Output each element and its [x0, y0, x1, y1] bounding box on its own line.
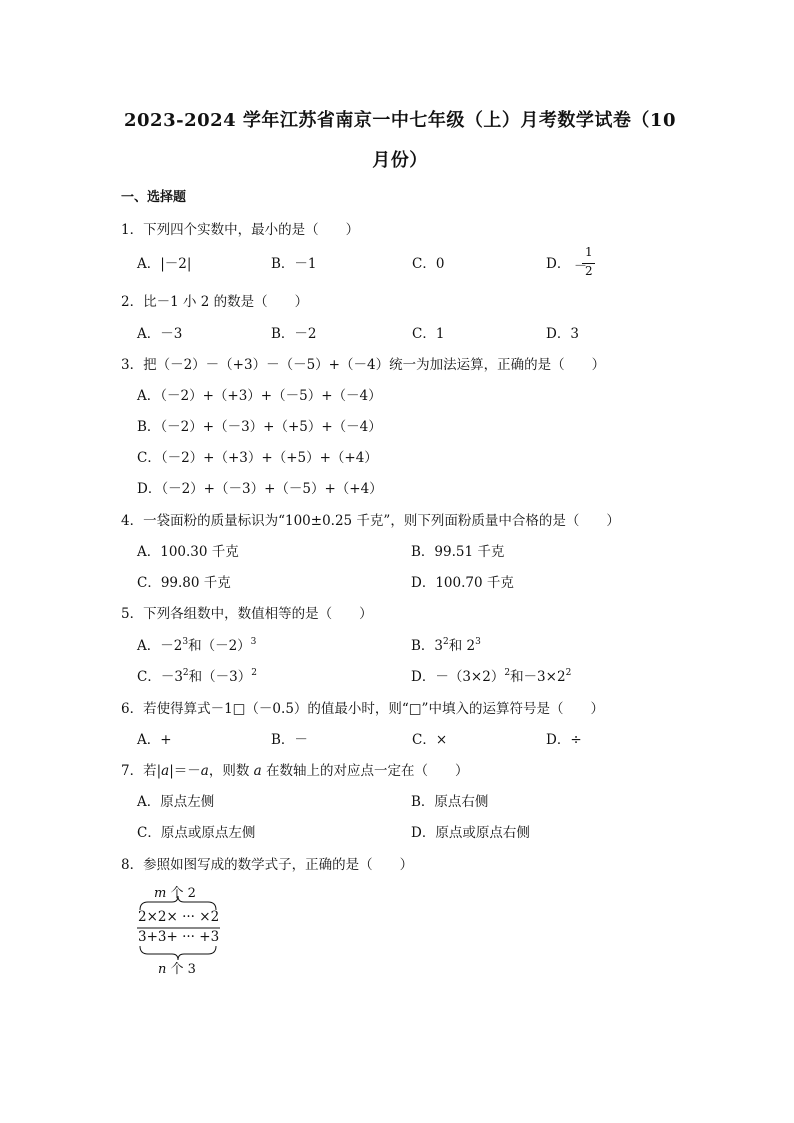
figure-label-text: 个 2	[166, 886, 196, 901]
figure-label-text: 个 3	[166, 962, 196, 977]
q5b-mid: 和 2	[448, 638, 476, 654]
q5b-exp2: 3	[475, 637, 481, 647]
q7-option-b[interactable]: B．原点右侧	[411, 794, 489, 810]
q5a-exp1: 3	[182, 637, 189, 647]
q3-option-d[interactable]: D．（－2）+（－3）+（－5）+（+4）	[137, 481, 383, 497]
exam-title-line-2: 月份）	[372, 150, 428, 171]
q1-option-c[interactable]: C．0	[412, 256, 445, 272]
question-7-stem	[121, 759, 468, 779]
q5a-base: A．－2	[137, 638, 183, 654]
q5-option-d[interactable]	[411, 665, 571, 685]
q5c-mid: 和（－3）	[188, 669, 252, 685]
q5c-base: C．－3	[137, 669, 183, 685]
q2-option-c[interactable]: C．1	[412, 326, 445, 342]
q3-option-a[interactable]: A．（－2）+（+3）+（－5）+（－4）	[137, 388, 382, 404]
q7-stem-part: 在数轴上的对应点一定在（ ）	[261, 763, 469, 779]
q4-option-b[interactable]: B．99.51 千克	[411, 544, 505, 560]
question-5-stem: 5．下列各组数中，数值相等的是（ ）	[121, 606, 373, 622]
q1-option-d[interactable]: D．	[546, 256, 571, 272]
q1-option-a[interactable]: A．|－2|	[137, 256, 192, 272]
q7-variable: a	[161, 763, 170, 779]
q3-option-c[interactable]: C．（－2）+（+3）+（+5）+（+4）	[137, 450, 378, 466]
question-4-stem: 4．一袋面粉的质量标识为“100±0.25 千克”，则下列面粉质量中合格的是（ ）	[121, 513, 620, 529]
q2-option-a[interactable]: A．－3	[137, 326, 183, 342]
q7-option-a[interactable]: A．原点左侧	[137, 794, 215, 810]
figure-numerator: 2×2× ··· ×2	[138, 909, 220, 925]
figure-var-m: m	[154, 886, 167, 901]
question-8-stem: 8．参照如图写成的数学式子，正确的是（ ）	[121, 857, 414, 873]
q5a-mid: 和（－2）	[188, 638, 251, 654]
q1-option-b[interactable]: B．－1	[271, 256, 317, 272]
figure-denominator: 3+3+ ··· +3	[138, 929, 220, 945]
q5-option-c[interactable]	[137, 665, 257, 685]
exam-title-line-1: 2023-2024 学年江苏省南京一中七年级（上）月考数学试卷（10	[124, 110, 676, 131]
question-3-stem: 3．把（－2）－（+3）－（－5）+（－4）统一为加法运算，正确的是（ ）	[121, 357, 606, 373]
q5d-exp2: 2	[565, 668, 572, 678]
q6-option-c[interactable]: C．×	[412, 732, 448, 748]
q5a-exp2: 3	[250, 637, 257, 647]
question-2-stem: 2．比－1 小 2 的数是（ ）	[121, 294, 309, 310]
q2-option-d[interactable]: D．3	[546, 326, 579, 342]
q7-stem-part: 7．若|	[121, 763, 162, 779]
q5-option-a[interactable]	[137, 634, 256, 654]
q2-option-b[interactable]: B．－2	[271, 326, 317, 342]
q7-stem-part: |＝－	[169, 763, 201, 779]
q5b-exp1: 2	[443, 637, 449, 647]
q5-option-b[interactable]	[411, 634, 481, 654]
q5c-exp1: 2	[182, 668, 189, 678]
q7-option-c[interactable]: C．原点或原点左侧	[137, 825, 256, 841]
top-brace	[140, 896, 216, 910]
q7-stem-part: ，则数	[208, 763, 254, 779]
q6-option-a[interactable]: A．+	[137, 732, 172, 748]
q1-option-d-fraction	[574, 245, 598, 283]
question-1-stem: 1．下列四个实数中，最小的是（ ）	[121, 222, 360, 238]
q7-option-d[interactable]: D．原点或原点右侧	[411, 825, 530, 841]
fraction-sign: －	[574, 259, 588, 274]
fraction-denominator: 2	[585, 264, 593, 278]
q5d-base: D．－（3×2）	[411, 669, 505, 685]
q5b-base: B．3	[411, 638, 444, 654]
q5c-exp2: 2	[251, 668, 257, 678]
figure-bottom-label	[158, 958, 196, 977]
q5d-exp1: 2	[504, 668, 511, 678]
question-6-stem: 6．若使得算式－1□（－0.5）的值最小时，则“□”中填入的运算符号是（ ）	[121, 701, 604, 717]
section-heading: 一、选择题	[121, 190, 187, 205]
q6-option-d[interactable]: D．÷	[546, 732, 582, 748]
q4-option-c[interactable]: C．99.80 千克	[137, 575, 231, 591]
q8-figure	[134, 878, 234, 978]
q4-option-d[interactable]: D．100.70 千克	[411, 575, 514, 591]
figure-var-n: n	[158, 962, 167, 977]
q3-option-b[interactable]: B．（－2）+（－3）+（+5）+（－4）	[137, 419, 382, 435]
fraction-numerator: 1	[585, 245, 593, 259]
q5d-mid: 和－3×2	[510, 669, 566, 685]
q7-variable: a	[253, 763, 262, 779]
q6-option-b[interactable]: B．－	[271, 732, 308, 748]
q4-option-a[interactable]: A．100.30 千克	[137, 544, 239, 560]
q7-variable: a	[200, 763, 209, 779]
